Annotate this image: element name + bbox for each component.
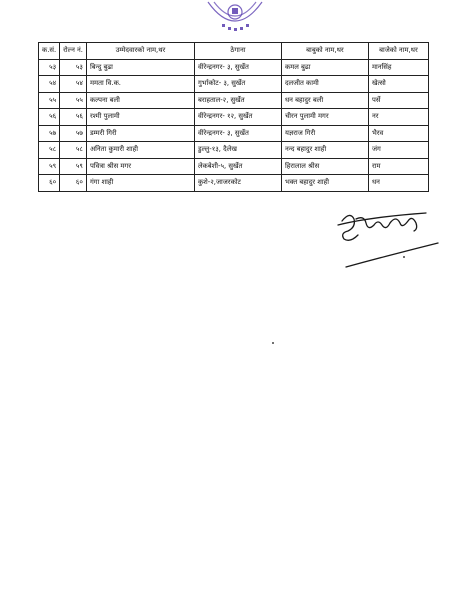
cell-roll-number: ५५	[60, 92, 87, 109]
cell-candidate-name: गंगा शाही	[86, 175, 194, 192]
table-row	[39, 92, 429, 109]
cell-grandfather-name: राम	[368, 158, 428, 175]
cell-serial-number: ६०	[39, 175, 60, 192]
table-row	[39, 76, 429, 93]
cell-candidate-name: डम्मरी गिरी	[86, 125, 194, 142]
cell-grandfather-name: धन	[368, 175, 428, 192]
cell-grandfather-name: मानसिंह	[368, 59, 428, 76]
cell-father-name: हिरालाल श्रीस	[281, 158, 368, 175]
header-address: ठेगाना	[194, 43, 281, 60]
cell-grandfather-name: नर	[368, 109, 428, 126]
cell-candidate-name: पवित्रा श्रीस मगर	[86, 158, 194, 175]
cell-candidate-name: कल्पना बली	[86, 92, 194, 109]
cell-candidate-name: बिन्दु बुढा	[86, 59, 194, 76]
handwritten-signature	[330, 205, 440, 275]
header-father-name: बाबुको नाम,थर	[281, 43, 368, 60]
cell-roll-number: ५७	[60, 125, 87, 142]
cell-address: बराहताल-२, सुर्खेत	[194, 92, 281, 109]
table-row	[39, 142, 429, 159]
cell-address: वीरेन्द्रनगर- ३, सुर्खेत	[194, 125, 281, 142]
cell-address: वीरेन्द्रनगर- १२, सुर्खेत	[194, 109, 281, 126]
table-row	[39, 109, 429, 126]
cell-roll-number: ५९	[60, 158, 87, 175]
cell-father-name: यज्ञराज गिरी	[281, 125, 368, 142]
cell-grandfather-name: पर्से	[368, 92, 428, 109]
header-roll-number: रोल्न नं.	[60, 43, 87, 60]
cell-address: कुशे-२,जाजरकोट	[194, 175, 281, 192]
cell-serial-number: ५७	[39, 125, 60, 142]
header-grandfather-name: बाजेको नाम,थर	[368, 43, 428, 60]
cell-roll-number: ५८	[60, 142, 87, 159]
cell-candidate-name: अनिता कुमारी शाही	[86, 142, 194, 159]
cell-grandfather-name: खेत्सो	[368, 76, 428, 93]
office-seal-stamp	[200, 0, 270, 36]
cell-father-name: चीरन पुलामी मगर	[281, 109, 368, 126]
cell-candidate-name: रश्मी पुलामी	[86, 109, 194, 126]
cell-serial-number: ५६	[39, 109, 60, 126]
header-serial-number: क.सं.	[39, 43, 60, 60]
cell-father-name: कमल बुढा	[281, 59, 368, 76]
cell-roll-number: ५४	[60, 76, 87, 93]
candidate-table	[38, 42, 429, 192]
scan-speck	[403, 256, 405, 258]
cell-grandfather-name: जंग	[368, 142, 428, 159]
cell-father-name: दलजीत कामी	[281, 76, 368, 93]
cell-serial-number: ५३	[39, 59, 60, 76]
cell-father-name: भक्त बहादुर शाही	[281, 175, 368, 192]
cell-roll-number: ६०	[60, 175, 87, 192]
table-row	[39, 125, 429, 142]
cell-roll-number: ५३	[60, 59, 87, 76]
header-candidate-name: उम्मेदवारको नाम,थर	[86, 43, 194, 60]
cell-candidate-name: ममता वि.क.	[86, 76, 194, 93]
cell-serial-number: ५९	[39, 158, 60, 175]
cell-roll-number: ५६	[60, 109, 87, 126]
cell-grandfather-name: भैरव	[368, 125, 428, 142]
cell-address: डुल्लु-१३, दैलेख	[194, 142, 281, 159]
cell-address: वीरेन्द्रनगर- ३, सुर्खेत	[194, 59, 281, 76]
cell-serial-number: ५८	[39, 142, 60, 159]
cell-serial-number: ५५	[39, 92, 60, 109]
table-row	[39, 59, 429, 76]
cell-father-name: नन्द बहादुर शाही	[281, 142, 368, 159]
cell-address: लेकबेशी-५, सुर्खेत	[194, 158, 281, 175]
scan-speck	[272, 342, 274, 344]
table-header-row	[39, 43, 429, 60]
table-row	[39, 158, 429, 175]
table-row	[39, 175, 429, 192]
cell-serial-number: ५४	[39, 76, 60, 93]
cell-father-name: धन बहादुर बली	[281, 92, 368, 109]
cell-address: गुर्भाकोट- ३, सुर्खेत	[194, 76, 281, 93]
